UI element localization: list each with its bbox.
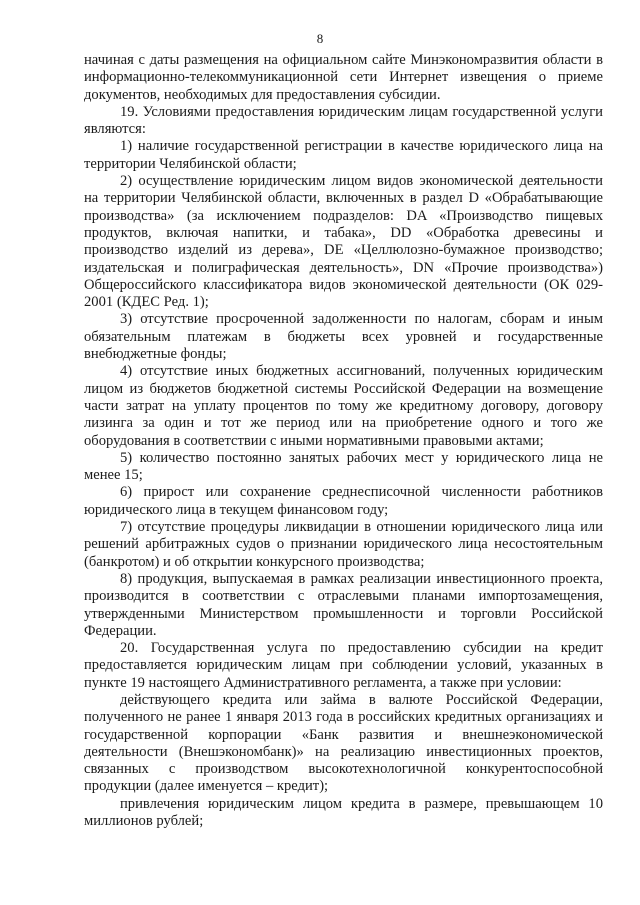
paragraph-19-item-8: 8) продукция, выпускаемая в рамках реализации инвестиционного проекта, производится в соответствии с отраслевыми планами импортозамещения, утвержденными Министерством промышленности и торговли Российской Федерации. (84, 570, 603, 639)
paragraph-19-item-6: 6) прирост или сохранение среднесписочной численности работников юридического лица в текущем финансовом году; (84, 484, 603, 518)
paragraph-20-condition-1: действующего кредита или займа в валюте Российской Федерации, полученного не ранее 1 января 2013 года в российских кредитных организациях и государственной корпорации «Банк развития и внешнеэкономической деятельности (Внешэкономбанк)» на реализацию инвестиционных проектов, связанных с производством высокотехнологичной конкурентоспособной продукции (далее именуется – кредит); (84, 691, 603, 795)
paragraph-19-intro: 19. Условиями предоставления юридическим лицам государственной услуги являются: (84, 103, 603, 138)
paragraph-19-item-7: 7) отсутствие процедуры ликвидации в отношении юридического лица или решений арбитражных судов о признании юридического лица несостоятельным (банкротом) и об открытии конкурсного производства; (84, 519, 603, 570)
document-body (84, 52, 603, 830)
paragraph-19-item-2: 2) осуществление юридическим лицом видов экономической деятельности на территории Челябинской области, включенных в раздел D «Обрабатывающие производства» (за исключением подразделов: DA «Производство пищевых продуктов, включая напитки, и табака», DD «Обработка древесины и производство изделий из дерева», DE «Целлюлозно-бумажное производство; издательская и полиграфическая деятельность», DN «Прочие производства») Общероссийского классификатора видов экономической деятельности (ОК 029-2001 (КДЕС Ред. 1); (84, 173, 603, 311)
paragraph-20-intro: 20. Государственная услуга по предоставлению субсидии на кредит предоставляется юридическим лицам при соблюдении условий, указанных в пункте 19 настоящего Административного регламента, а также при условии: (84, 640, 603, 691)
paragraph-19-item-4: 4) отсутствие иных бюджетных ассигнований, полученных юридическим лицом из бюджетов бюджетной системы Российской Федерации на возмещение части затрат на уплату процентов по тому же кредитному договору, договору лизинга за один и тот же период или на приобретение одного и того же оборудования в соответствии с иными нормативными правовыми актами; (84, 363, 603, 449)
paragraph-19-item-3: 3) отсутствие просроченной задолженности по налогам, сборам и иным обязательным платежам в бюджеты всех уровней и государственные внебюджетные фонды; (84, 311, 603, 363)
paragraph-19-item-1: 1) наличие государственной регистрации в качестве юридического лица на территории Челябинской области; (84, 138, 603, 172)
paragraph-continuation: начиная с даты размещения на официальном сайте Минэкономразвития области в информационно-телекоммуникационной сети Интернет извещения о приеме документов, необходимых для предоставления субсидии. (84, 52, 603, 103)
paragraph-19-item-5: 5) количество постоянно занятых рабочих мест у юридического лица не менее 15; (84, 449, 603, 484)
paragraph-20-condition-2: привлечения юридическим лицом кредита в размере, превышающем 10 миллионов рублей; (84, 795, 603, 830)
page-number: 8 (316, 31, 324, 46)
